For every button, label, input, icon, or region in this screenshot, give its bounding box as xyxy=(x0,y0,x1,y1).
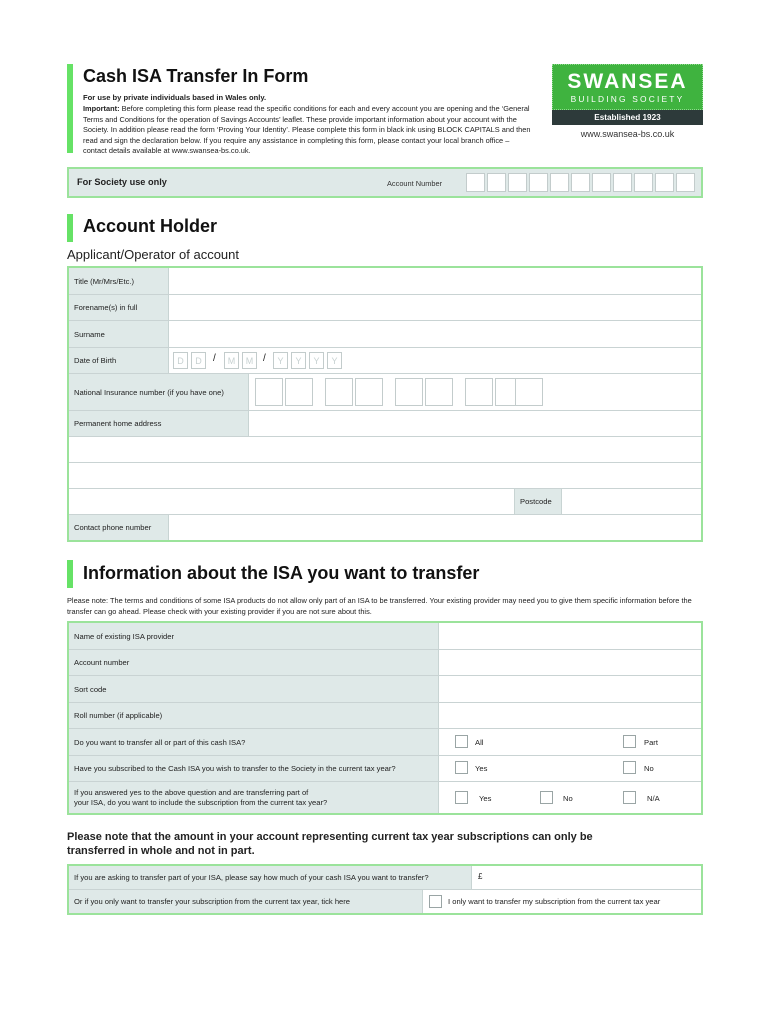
isa-account-number-label: Account number xyxy=(69,650,439,675)
include-subscription-options xyxy=(439,782,701,813)
logo-tagline: BUILDING SOCIETY xyxy=(570,94,685,104)
subscription-note-line-1: Please note that the amount in your account representing current tax year subscriptions can only be xyxy=(67,831,593,843)
address-input-line-1[interactable] xyxy=(249,411,701,436)
account-digit-box[interactable] xyxy=(466,173,485,192)
subscription-note xyxy=(67,830,707,858)
postcode-row xyxy=(69,489,701,515)
address-line-row[interactable] xyxy=(69,463,701,489)
include-no-checkbox[interactable] xyxy=(540,791,553,804)
all-or-part-row xyxy=(69,729,701,756)
include-question-line-1: If you answered yes to the above question and are transferring part of xyxy=(74,787,309,797)
dob-separator: / xyxy=(213,353,216,364)
part-amount-question: If you are asking to transfer part of your ISA, please say how much of your cash ISA you want to transfer? xyxy=(69,866,472,889)
subscribed-no-checkbox[interactable] xyxy=(623,761,636,774)
account-digit-box[interactable] xyxy=(592,173,611,192)
dob-day-box[interactable]: D xyxy=(173,352,188,369)
logo-established-band xyxy=(552,110,703,125)
dob-day-box[interactable]: D xyxy=(191,352,206,369)
dob-month-box[interactable]: M xyxy=(224,352,239,369)
account-holder-table xyxy=(67,266,703,542)
include-question-line-2: your ISA, do you want to include the subscription from the current tax year? xyxy=(74,797,328,807)
account-digit-box[interactable] xyxy=(634,173,653,192)
subscription-table xyxy=(67,864,703,915)
roll-number-row xyxy=(69,703,701,729)
ni-char-box[interactable] xyxy=(465,378,493,406)
address-line-row[interactable] xyxy=(69,437,701,463)
subscribed-row xyxy=(69,756,701,782)
swansea-logo xyxy=(552,64,703,125)
address-label: Permanent home address xyxy=(69,411,249,436)
subscribed-options xyxy=(439,756,701,781)
isa-info-heading: Information about the ISA you want to transfer xyxy=(83,563,480,583)
subscribed-yes-checkbox[interactable] xyxy=(455,761,468,774)
sort-code-label: Sort code xyxy=(69,676,439,702)
phone-input[interactable] xyxy=(169,515,701,540)
account-digit-box[interactable] xyxy=(550,173,569,192)
phone-row xyxy=(69,515,701,540)
dob-input-group xyxy=(169,348,701,373)
dob-month-box[interactable]: M xyxy=(242,352,257,369)
part-option-label: Part xyxy=(644,738,658,747)
ni-char-box[interactable] xyxy=(425,378,453,406)
dob-year-box[interactable]: Y xyxy=(291,352,306,369)
roll-number-input[interactable] xyxy=(439,703,701,728)
all-checkbox[interactable] xyxy=(455,735,468,748)
account-digit-box[interactable] xyxy=(508,173,527,192)
address-row xyxy=(69,411,701,437)
account-digit-box[interactable] xyxy=(571,173,590,192)
dob-separator: / xyxy=(263,353,266,364)
current-year-only-row xyxy=(69,890,701,913)
part-amount-input[interactable] xyxy=(472,866,701,889)
ni-char-box[interactable] xyxy=(355,378,383,406)
roll-number-label: Roll number (if applicable) xyxy=(69,703,439,728)
title-input[interactable] xyxy=(169,268,701,294)
provider-row xyxy=(69,623,701,650)
dob-label: Date of Birth xyxy=(69,348,169,373)
include-no-label: No xyxy=(563,794,573,803)
dob-row xyxy=(69,348,701,374)
forename-label: Forename(s) in full xyxy=(69,295,169,320)
provider-label: Name of existing ISA provider xyxy=(69,623,439,649)
important-label: Important: xyxy=(83,104,120,113)
forename-row xyxy=(69,295,701,321)
account-number-label: Account Number xyxy=(387,179,443,188)
account-number-boxes xyxy=(466,173,695,192)
include-na-label: N/A xyxy=(647,794,660,803)
include-yes-label: Yes xyxy=(479,794,492,803)
ni-char-box[interactable] xyxy=(285,378,313,406)
all-or-part-question: Do you want to transfer all or part of this cash ISA? xyxy=(69,729,439,755)
part-amount-row xyxy=(69,866,701,890)
society-use-box xyxy=(67,167,703,198)
postcode-label: Postcode xyxy=(515,489,562,514)
ni-char-box[interactable] xyxy=(515,378,543,406)
isa-info-accent-bar xyxy=(67,560,73,588)
account-digit-box[interactable] xyxy=(529,173,548,192)
sort-code-input[interactable] xyxy=(439,676,701,702)
logo-established: Established 1923 xyxy=(594,113,661,122)
part-checkbox[interactable] xyxy=(623,735,636,748)
logo-green-block xyxy=(552,64,703,110)
subscribed-question: Have you subscribed to the Cash ISA you wish to transfer to the Society in the current tax year? xyxy=(69,756,439,781)
ni-input-group xyxy=(249,374,701,410)
phone-label: Contact phone number xyxy=(69,515,169,540)
important-paragraph xyxy=(83,104,535,157)
include-subscription-row xyxy=(69,782,701,813)
account-holder-accent-bar xyxy=(67,214,73,242)
account-digit-box[interactable] xyxy=(676,173,695,192)
account-holder-heading: Account Holder xyxy=(83,216,218,236)
website-link[interactable]: www.swansea-bs.co.uk xyxy=(580,129,675,139)
postcode-input[interactable] xyxy=(562,489,701,514)
subscription-note-line-2: transferred in whole and not in part. xyxy=(67,845,255,857)
ni-char-box[interactable] xyxy=(395,378,423,406)
include-yes-checkbox[interactable] xyxy=(455,791,468,804)
all-option-label: All xyxy=(475,738,484,747)
address-input-line-4[interactable] xyxy=(69,489,515,514)
title-label: Title (Mr/Mrs/Etc.) xyxy=(69,268,169,294)
subscribed-yes-label: Yes xyxy=(475,764,488,773)
ni-char-box[interactable] xyxy=(255,378,283,406)
forename-input[interactable] xyxy=(169,295,701,320)
isa-account-number-row xyxy=(69,650,701,676)
current-year-only-label: I only want to transfer my subscription from the current tax year xyxy=(448,897,661,906)
account-digit-box[interactable] xyxy=(655,173,674,192)
title-row xyxy=(69,268,701,295)
isa-account-number-input[interactable] xyxy=(439,650,701,675)
society-use-label: For Society use only xyxy=(77,177,167,187)
sort-code-row xyxy=(69,676,701,703)
form-title: Cash ISA Transfer In Form xyxy=(83,66,309,86)
provider-input[interactable] xyxy=(439,623,701,649)
isa-info-table xyxy=(67,621,703,815)
subscribed-no-label: No xyxy=(644,764,654,773)
currency-symbol: £ xyxy=(478,872,483,881)
include-subscription-question xyxy=(69,782,439,813)
title-accent-bar xyxy=(67,64,73,153)
dob-year-box[interactable]: Y xyxy=(309,352,324,369)
include-na-checkbox[interactable] xyxy=(623,791,636,804)
account-digit-box[interactable] xyxy=(487,173,506,192)
current-year-only-checkbox[interactable] xyxy=(429,895,442,908)
isa-info-note: Please note: The terms and conditions of some ISA products do not allow only part of an ISA to be transferred. Your existing provider may need you to give them specific information before the transfer can go ahead. Please check with your existing provider if you are not sure about this. xyxy=(67,596,692,616)
all-or-part-options xyxy=(439,729,701,755)
current-year-only-question: Or if you only want to transfer your subscription from the current tax year, tick here xyxy=(69,890,423,913)
surname-input[interactable] xyxy=(169,321,701,347)
form-subtitle: For use by private individuals based in Wales only. xyxy=(83,93,267,102)
current-year-only-option xyxy=(423,890,701,913)
ni-label: National Insurance number (if you have one) xyxy=(69,374,249,410)
account-digit-box[interactable] xyxy=(613,173,632,192)
surname-label: Surname xyxy=(69,321,169,347)
logo-name: SWANSEA xyxy=(567,70,688,93)
ni-row xyxy=(69,374,701,411)
dob-year-box[interactable]: Y xyxy=(327,352,342,369)
ni-char-box[interactable] xyxy=(325,378,353,406)
important-text: Before completing this form please read the specific conditions for each and every account you are opening and the ‘General Terms and Conditions for the operation of Savings Accounts’ leaflet. These provide important information about your account with the Society. In addition please read the form ‘Proving Your Identity’. Please complete this form in black ink using BLOCK CAPITALS and then read and sign the declaration below. If you require any assistance in completing this form, please contact your local branch office – contact details available at www.swansea-bs.co.uk. xyxy=(83,104,531,155)
dob-year-box[interactable]: Y xyxy=(273,352,288,369)
account-holder-subheading: Applicant/Operator of account xyxy=(67,247,239,262)
surname-row xyxy=(69,321,701,348)
